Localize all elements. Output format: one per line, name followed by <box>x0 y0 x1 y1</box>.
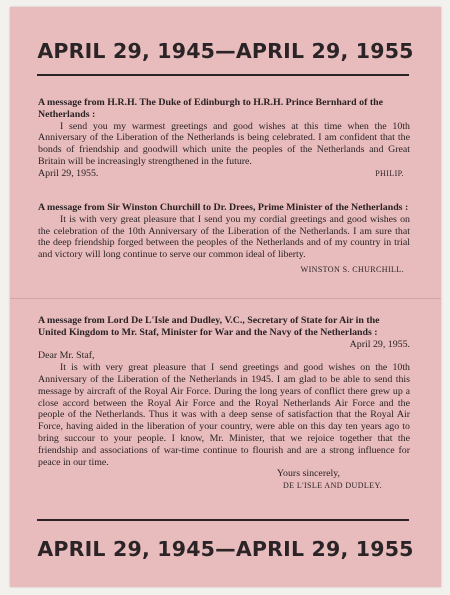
salutation: Dear Mr. Staf, <box>38 350 95 362</box>
fold-line <box>10 298 441 299</box>
message-date: April 29, 1955. <box>349 338 410 350</box>
message-body: It is with very great pleasure that I send greetings and good wishes on the 10th Anniversary of the Liberation of the Netherlands in 1945. I am glad to be able to send this message by aircraft of the Royal Air Force. During the long years of conflict there grew up a close accord between the Royal Air Force and the Royal Netherlands Air Force and the people of the Netherlands. Thus it was with a deep sense of satisfaction that the Royal Air Force, having aided in the liberation of your country, were able on this day ten years ago to bring succour to your people. I know, Mr. Minister, that we rejoice together that the friendship and associations of war-time continue to flourish and are a strong influence for peace in our time. <box>38 362 410 468</box>
message-body: I send you my warmest greetings and good wishes at this time when the 10th Anniversary of the Liberation of the Netherlands is being celebrated. I am confident that the bonds of friendship and goodwill which unite the peoples of the Netherlands and Great Britain will be increasingly strengthened in the future. <box>38 120 410 167</box>
bottom-banner: APRIL 29, 1945—APRIL 29, 1955 <box>37 537 414 561</box>
top-banner: APRIL 29, 1945—APRIL 29, 1955 <box>37 39 414 63</box>
message-signature: DE L'ISLE AND DUDLEY. <box>282 481 382 491</box>
date-signature-row <box>38 168 410 180</box>
message-signature: PHILIP. <box>375 168 404 178</box>
leaflet-sheet <box>10 7 441 587</box>
top-rule <box>37 74 409 76</box>
message-signature: WINSTON S. CHURCHILL. <box>300 264 404 274</box>
message-heading: A message from Lord De L'Isle and Dudley, V.C., Secretary of State for Air in the United Kingdom to Mr. Staf, Minister for War and the Navy of the Netherlands : <box>38 315 380 338</box>
message-heading: A message from H.R.H. The Duke of Edinburgh to H.R.H. Prince Bernhard of the Netherlands : <box>38 97 383 120</box>
message-body: It is with very great pleasure that I send you my cordial greetings and good wishes on the celebration of the 10th Anniversary of the Liberation of the Netherlands. I am sure that the deep friendship forged between the peoples of the Netherlands and of my country in trial and victory will long continue to serve our common ideal of liberty. <box>38 213 410 261</box>
message-edinburgh <box>38 97 410 180</box>
message-churchill <box>38 202 410 276</box>
message-de-lisle <box>38 315 410 492</box>
message-heading: A message from Sir Winston Churchill to Dr. Drees, Prime Minister of the Netherlands : <box>38 202 409 213</box>
message-date: April 29, 1955. <box>38 167 99 179</box>
bottom-rule <box>37 519 409 521</box>
closing: Yours sincerely, <box>276 468 340 480</box>
